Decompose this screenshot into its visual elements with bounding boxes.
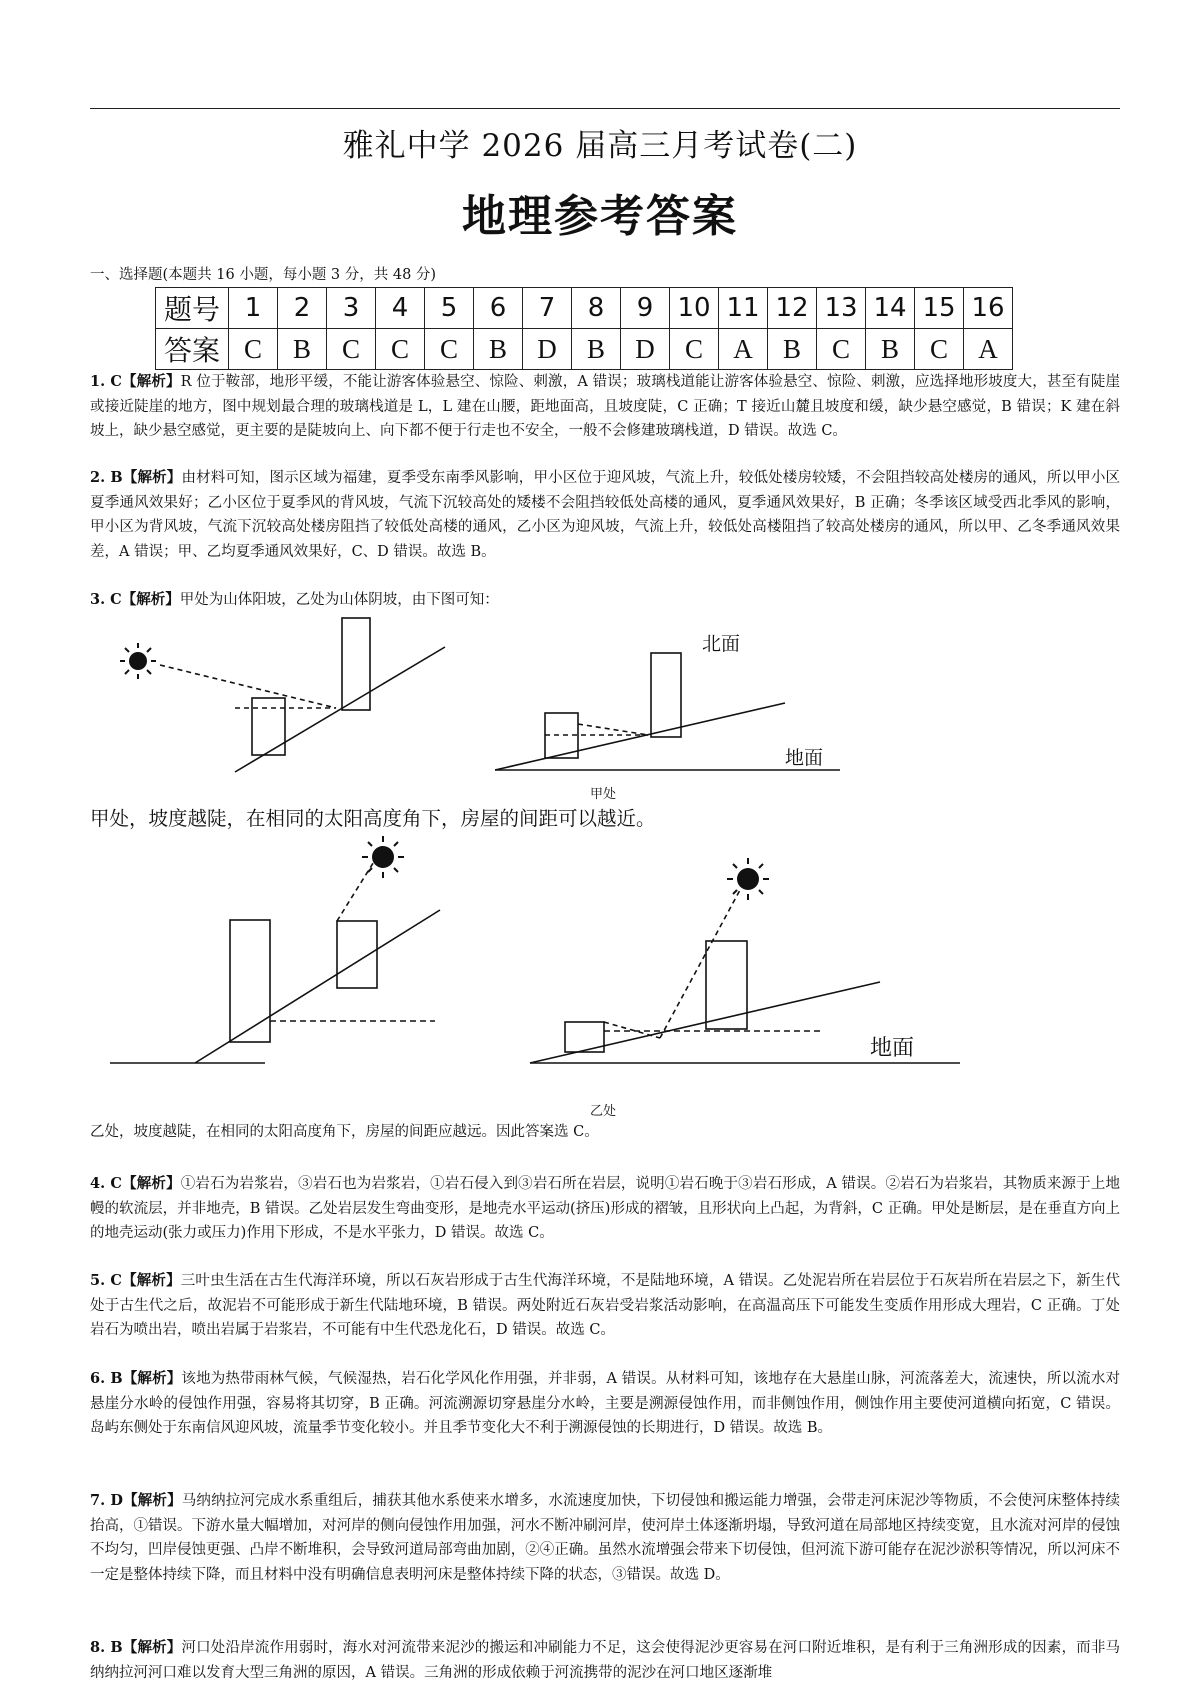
question-number: 3 [327,288,376,329]
figure-summary-jia: 甲处，坡度越陡，在相同的太阳高度角下，房屋的间距可以越近。 [90,807,656,830]
answer-cell: C [670,329,719,370]
explanation-q5 [90,1269,1120,1343]
answer-cell: B [278,329,327,370]
answer-cell: B [572,329,621,370]
slope-line [195,910,440,1063]
figure-yi [0,830,1200,1070]
explanation-q2 [90,466,1120,564]
explanation-text: R 位于鞍部，地形平缓，不能让游客体验悬空、惊险、刺激，A 错误；玻璃栈道能让游客体验悬空、惊险、刺激，应选择地形坡度大，甚至有陡崖或接近陡崖的地方，图中规划最合理的玻璃栈道是 L，L 建在山腰，距地面高，且坡度陡，C 正确；T 接近山麓且坡度和缓，缺少悬空感觉，B 错误；K 建在斜坡上，缺少悬空感觉，更主要的是陡坡向上、向下都不便于行走也不安全，一般不会修建玻璃栈道，D 错误。故选 C。 [90,374,1120,439]
question-number: 12 [768,288,817,329]
answer-table [155,287,1013,370]
label-ground: 地面 [870,1036,915,1061]
slope-line [235,647,445,772]
house-low [252,698,285,755]
question-number: 2 [278,288,327,329]
figure-caption-yi: 乙处 [590,1104,617,1119]
answer-cell: B [866,329,915,370]
question-number: 14 [866,288,915,329]
house-high [651,653,681,737]
sun-icon [120,643,156,679]
answer-cell: D [523,329,572,370]
answer-cell: A [719,329,768,370]
figure-jia [0,605,1200,785]
answer-cell: C [376,329,425,370]
sun-ray [337,860,375,921]
answer-cell: C [327,329,376,370]
question-number: 5 [425,288,474,329]
answer-cell: C [915,329,964,370]
explanation-text: ①岩石为岩浆岩，③岩石也为岩浆岩，①岩石侵入到③岩石所在岩层，说明①岩石晚于③岩石形成，A 错误。②岩石为岩浆岩，其物质来源于上地幔的软流层，并非地壳，B 错误。乙处岩层发生弯曲变形，是地壳水平运动(挤压)形成的褶皱，且形状向上凸起，为背斜，C 正确。甲处是断层，是在垂直方向上的地壳运动(张力或压力)作用下形成，不是水平张力，D 错误。故选 C。 [90,1176,1120,1241]
answer-cell: A [964,329,1013,370]
question-number: 13 [817,288,866,329]
sun-ray [578,724,648,735]
question-number: 7 [523,288,572,329]
label-north: 北面 [702,633,741,655]
house-high [230,920,270,1042]
explanation-text: 三叶虫生活在古生代海洋环境，所以石灰岩形成于古生代海洋环境，不是陆地环境，A 错误。乙处泥岩所在岩层位于石灰岩所在岩层之下，新生代处于古生代之后，故泥岩不可能形成于新生代陆地环境，B 错误。两处附近石灰岩受岩浆活动影响，在高温高压下可能发生变质作用形成大理岩，C 正确。丁处岩石为喷出岩，喷出岩属于岩浆岩，不可能有中生代恐龙化石，D 错误。故选 C。 [90,1273,1120,1338]
question-number: 10 [670,288,719,329]
question-number: 4 [376,288,425,329]
answer-cell: B [474,329,523,370]
question-number: 9 [621,288,670,329]
header-rule [90,108,1120,109]
sun-icon [727,858,769,900]
explanation-lead: 6. B【解析】 [90,1370,182,1387]
explanation-q4 [90,1172,1120,1246]
label-ground: 地面 [785,747,824,769]
explanation-lead: 4. C【解析】 [90,1175,181,1192]
question-number: 1 [229,288,278,329]
answer-cell: C [229,329,278,370]
explanation-lead: 7. D【解析】 [90,1492,182,1509]
explanation-lead: 1. C【解析】 [90,373,181,390]
figure-caption-jia: 甲处 [590,787,617,802]
sun-ray [660,890,740,1038]
row-label-answer: 答案 [156,329,229,370]
explanation-lead: 2. B【解析】 [90,469,182,486]
house-low [337,921,377,988]
explanation-text: 甲处为山体阳坡，乙处为山体阴坡，由下图可知： [179,592,499,608]
explanation-lead: 3. C【解析】 [90,591,180,608]
question-number: 16 [964,288,1013,329]
exam-title: 雅礼中学 2026 届高三月考试卷(二) [342,128,858,164]
explanation-q6 [90,1367,1120,1441]
explanation-text: 该地为热带雨林气候，气候湿热，岩石化学风化作用强，并非弱，A 错误。从材料可知，该地存在大悬崖山脉，河流落差大，流速快，所以流水对悬崖分水岭的侵蚀作用强，容易将其切穿，B 正确。河流溯源切穿悬崖分水岭，主要是溯源侵蚀作用，而非侧蚀作用，侧蚀作用主要使河道横向拓宽，C 错误。岛屿东侧处于东南信风迎风坡，流量季节变化较小。并且季节变化大不利于溯源侵蚀的长期进行，D 错误。故选 B。 [90,1371,1120,1436]
figure-summary-yi: 乙处，坡度越陡，在相同的太阳高度角下，房屋的间距应越远。因此答案选 C。 [90,1124,599,1140]
explanation-text: 由材料可知，图示区域为福建，夏季受东南季风影响，甲小区位于迎风坡，气流上升，较低处楼房较矮，不会阻挡较高处楼房的通风，所以甲小区夏季通风效果好；乙小区位于夏季风的背风坡，气流下沉较高处的矮楼不会阻挡较低处高楼的通风，夏季通风效果好，B 正确；冬季该区域受西北季风的影响，甲小区为背风坡，气流下沉较高处楼房阻挡了较低处高楼的通风，乙小区为迎风坡，气流上升，较低处高楼阻挡了较高处楼房的通风，所以甲、乙冬季通风效果差，A 错误；甲、乙均夏季通风效果好，C、D 错误。故选 B。 [90,470,1120,560]
answer-cell: D [621,329,670,370]
explanation-text: 马纳纳拉河完成水系重组后，捕获其他水系使来水增多，水流速度加快，下切侵蚀和搬运能力增强，会带走河床泥沙等物质，不会使河床整体持续抬高，①错误。下游水量大幅增加，对河岸的侧向侵蚀作用加强，河水不断冲刷河岸，使河岸土体逐渐坍塌，导致河道在局部地区持续变宽，且水流对河岸的侵蚀不均匀，凹岸侵蚀更强、凸岸不断堆积，会导致河道局部弯曲加剧，②④正确。虽然水流增强会带来下切侵蚀，但河流下游可能存在泥沙淤积等情况，所以河床不一定是整体持续下降，而且材料中没有明确信息表明河床是整体持续下降的状态，③错误。故选 D。 [90,1493,1121,1583]
answer-table-answer-row [156,329,1013,370]
page-title: 地理参考答案 [462,191,738,242]
answer-cell: C [817,329,866,370]
row-label-number: 题号 [156,288,229,329]
explanation-q1 [90,370,1120,444]
explanation-lead: 8. B【解析】 [90,1639,182,1656]
house-high [706,941,747,1029]
explanation-text: 河口处沿岸流作用弱时，海水对河流带来泥沙的搬运和冲刷能力不足，这会使得泥沙更容易在河口附近堆积，是有利于三角洲形成的因素，而非马纳纳拉河河口难以发育大型三角洲的原因，A 错误。三角洲的形成依赖于河流携带的泥沙在河口地区逐渐堆 [90,1640,1120,1681]
answer-table-number-row [156,288,1013,329]
question-number: 15 [915,288,964,329]
question-number: 11 [719,288,768,329]
explanation-lead: 5. C【解析】 [90,1272,181,1289]
answer-cell: B [768,329,817,370]
question-number: 6 [474,288,523,329]
sun-ray [160,665,336,708]
explanation-q8 [90,1636,1120,1692]
slope-line [495,703,785,770]
house-high [342,618,370,710]
sun-ray [604,1022,660,1038]
section-heading: 一、选择题(本题共 16 小题，每小题 3 分，共 48 分) [90,267,437,283]
answer-cell: C [425,329,474,370]
sun-icon [362,836,404,878]
explanation-q7 [90,1489,1120,1587]
question-number: 8 [572,288,621,329]
